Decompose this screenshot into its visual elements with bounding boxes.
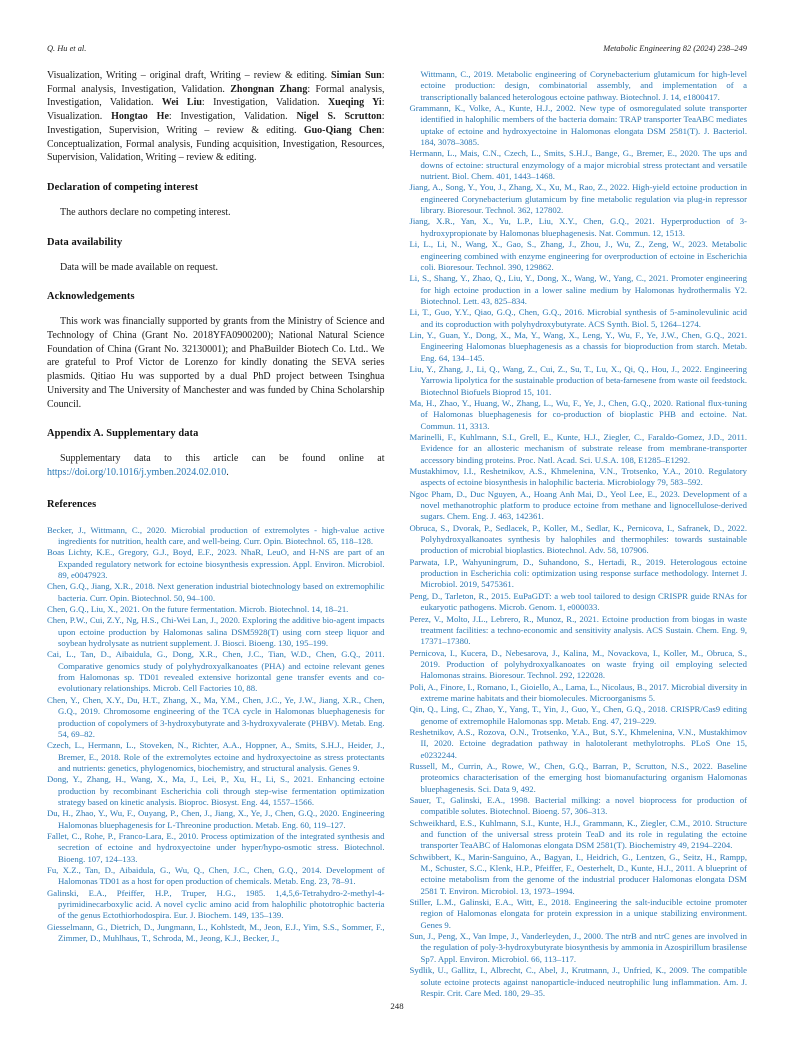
reference-entry[interactable]: Chen, P.W., Cui, Z.Y., Ng, H.S., Chi-Wei Lan, J., 2020. Exploring the additive bio-agent impacts upon ectoine production by Halomonas salina DSM5928(T) using corn steep liquor and soybean hydrolysate as nutrient supplement. J. Biosci. Bioeng. 130, 195–199. <box>47 615 385 649</box>
reference-entry[interactable]: Du, H., Zhao, Y., Wu, F., Ouyang, P., Chen, J., Jiang, X., Ye, J., Chen, G.Q., 2020. Engineering Halomonas bluephagenesis for L-Threonine production. Metab. Eng. 60, 119–127. <box>47 808 385 830</box>
running-head-authors: Q. Hu et al. <box>47 44 87 53</box>
acknowledgements-paragraph: This work was financially supported by grants from the Ministry of Science and Technology of China (Grant No. 2018YFA0900200); National Natural Science Foundation of China (Grant No. 32130001); and PhaBuilder Biotech Co. Ltd.. We are grateful to Prof Victor de Lorenzo for kindly donating the SEVA series plasmids. Qitiao Hu was supported by a dual PhD project between Tsinghua University and The University of Manchester and was funded by China Scholarship Council. <box>47 316 385 410</box>
doi-link[interactable]: https://doi.org/10.1016/j.ymben.2024.02.010 <box>47 466 227 478</box>
reference-entry-continuation[interactable]: Wittmann, C., 2019. Metabolic engineering of Corynebacterium glutamicum for high-level ectoine production: design, combinatorial assembly, and implementation of a transcriptionally balanced heterologous ectoine pathway. Biotechnol. J. 14, e1800417. <box>420 69 747 102</box>
reference-entry[interactable]: Li, T., Guo, Y.Y., Qiao, G.Q., Chen, G.Q., 2016. Microbial synthesis of 5-aminolevulinic acid and its coproduction with polyhydroxybutyrate. ACS Synth. Biol. 5, 1264–1274. <box>409 307 747 329</box>
data-availability-paragraph: Data will be made available on request. <box>60 261 218 273</box>
reference-entry[interactable]: Mustakhimov, I.I., Reshetnikov, A.S., Khmelenina, V.N., Trotsenko, Y.A., 2010. Regulatory aspects of ectoine biosynthesis in halophilic bacteria. Microbiology 79, 583–592. <box>409 466 747 488</box>
reference-entry[interactable]: Russell, M., Currin, A., Rowe, W., Chen, G.Q., Barran, P., Scrutton, N.S., 2022. Baseline proteomics characterisation of the emerging host biomanufacturing organism Halomonas bluephagenesis. Sci. Data 9, 492. <box>409 760 747 794</box>
reference-entry[interactable]: Fallet, C., Rohe, P., Franco-Lara, E., 2010. Process optimization of the integrated synthesis and secretion of ectoine and hydroxyectoine under hyper/hypo-osmotic stress. Biotechnol. Bioeng. 107, 124–133. <box>47 830 385 864</box>
reference-entry[interactable]: Cai, L., Tan, D., Aibaidula, G., Dong, X.R., Chen, J.C., Tian, W.D., Chen, G.Q., 2011. Comparative genomics study of polyhydroxyalkanoates (PHA) and ectoine relevant genes from Halomonas sp. TD01 revealed extensive horizontal gene transfer events and co-evolutionary relationships. Microb. Cell Factories 10, 88. <box>47 649 385 694</box>
reference-entry[interactable]: Chen, G.Q., Jiang, X.R., 2018. Next generation industrial biotechnology based on extremophilic bacteria. Curr. Opin. Biotechnol. 50, 94–100. <box>47 581 385 603</box>
reference-entry[interactable]: Poli, A., Finore, I., Romano, I., Gioiello, A., Lama, L., Nicolaus, B., 2017. Microbial diversity in extreme marine habitats and their biomolecules. Microorganisms 5. <box>409 681 747 703</box>
reference-entry[interactable]: Schweikhard, E.S., Kuhlmann, S.I., Kunte, H.J., Grammann, K., Ziegler, C.M., 2010. Structure and function of the universal stress protein TeaD and its role in regulating the ectoine transporter TeaABC of Halomonas elongata DSM 2581(T). Biochemistry 49, 2194–2204. <box>409 817 747 851</box>
reference-entry[interactable]: Dong, Y., Zhang, H., Wang, X., Ma, J., Lei, P., Xu, H., Li, S., 2021. Enhancing ectoine production by recombinant Escherichia coli through step-wise fermentation optimization strategy based on kinetic analysis. Bioproc. Biosyst. Eng. 44, 1557–1566. <box>47 774 385 807</box>
reference-entry[interactable]: Sauer, T., Galinski, E.A., 1998. Bacterial milking: a novel bioprocess for production of compatible solutes. Biotechnol. Bioeng. 57, 306–313. <box>409 795 747 817</box>
two-column-layout <box>47 69 747 999</box>
reference-entry[interactable]: Giesselmann, G., Dietrich, D., Jungmann, L., Kohlstedt, M., Jeon, E.J., Yim, S.S., Sommer, F., Zimmer, D., Muhlhaus, T., Schroda, M., Jeong, K.J., Becker, J., <box>47 921 385 944</box>
right-column <box>410 69 748 999</box>
reference-entry[interactable]: Chen, G.Q., Liu, X., 2021. On the future fermentation. Microb. Biotechnol. 14, 18–21. <box>47 604 349 615</box>
section-heading-references: References <box>47 498 97 510</box>
reference-entry[interactable]: Pernicova, I., Kucera, D., Nebesarova, J., Kalina, M., Novackova, I., Koller, M., Obruca, S., 2019. Production of polyhydroxyalkanoates on waste frying oil employing selected Halomonas strains. Bioresour. Technol. 292, 122028. <box>409 647 747 681</box>
left-column <box>47 69 385 999</box>
reference-entry[interactable]: Perez, V., Molto, J.L., Lebrero, R., Munoz, R., 2021. Ectoine production from biogas in waste treatment facilities: a techno-economic and sensitivity analysis. ACS Sustain. Chem. Eng. 9, 17371–17380. <box>409 613 747 647</box>
reference-entry[interactable]: Schwibbert, K., Marin-Sanguino, A., Bagyan, I., Heidrich, G., Lentzen, G., Seitz, H., Rampp, M., Schuster, S.C., Klenk, H.P., Pfeiffer, F., Oesterhelt, D., Kunte, H.J., 2011. A blueprint of ectoine metabolism from the genome of the industrial producer Halomonas elongata DSM 2581 T. Environ. Microbiol. 13, 1973–1994. <box>409 851 747 896</box>
credit-statement-paragraph: Visualization, Writing – original draft, Writing – review & editing. Simian Sun: Formal analysis, Investigation, Validation. Zhongnan Zhang: Formal analysis, Investigation, Validation. Wei Liu: Investigation, Validation. Xueqing Yi: Visualization. Hongtao He: Investigation, Validation. Nigel S. Scrutton: Investigation, Supervision, Writing – review & editing. Guo-Qiang Chen: Conceptualization, Formal analysis, Funding acquisition, Investigation, Resources, Supervision, Validation, Writing – review & editing. <box>47 70 385 164</box>
section-heading-appendix: Appendix A. Supplementary data <box>47 428 199 440</box>
reference-entry[interactable]: Liu, Y., Zhang, J., Li, Q., Wang, Z., Cui, Z., Su, T., Lu, X., Qi, Q., Hou, J., 2022. Engineering Yarrowia lipolytica for the sustainable production of beta-farnesene from waste oil feedstock. Biotechnol Biofuels Bioprod 15, 101. <box>409 363 747 397</box>
reference-entry[interactable]: Qin, Q., Ling, C., Zhao, Y., Yang, T., Yin, J., Guo, Y., Chen, G.Q., 2018. CRISPR/Cas9 editing genome of extremophile Halomonas spp. Metab. Eng. 47, 219–229. <box>409 704 747 726</box>
reference-entry[interactable]: Becker, J., Wittmann, C., 2020. Microbial production of extremolytes - high-value active ingredients for nutrition, health care, and well-being. Curr. Opin. Biotechnol. 65, 118–128. <box>47 524 385 546</box>
reference-entry[interactable]: Boas Lichty, K.E., Gregory, G.J., Boyd, E.F., 2023. NhaR, LeuO, and H-NS are part of an Expanded regulatory network for ectoine biosynthesis expression. Appl. Environ. Microbiol. 89, e0047923. <box>47 547 385 581</box>
declaration-paragraph: The authors declare no competing interest. <box>60 206 231 218</box>
reference-list-right <box>410 103 748 999</box>
reference-entry[interactable]: Sun, J., Peng, X., Van Impe, J., Vanderleyden, J., 2000. The ntrB and ntrC genes are involved in the regulation of poly-3-hydroxybutyrate biosynthesis by ammonia in Azospirillum brasilense Sp7. Appl. Environ. Microbiol. 66, 113–117. <box>409 931 747 964</box>
reference-entry[interactable]: Chen, Y., Chen, X.Y., Du, H.T., Zhang, X., Ma, Y.M., Chen, J.C., Ye, J.W., Jiang, X.R., Chen, G.Q., 2019. Chromosome engineering of the TCA cycle in Halomonas bluephagenesis for production of copolymers of 3-hydroxybutyrate and 3-hydroxyvalerate (PHBV). Metab. Eng. 54, 69–82. <box>47 694 385 739</box>
reference-entry[interactable]: Parwata, I.P., Wahyuningrum, D., Suhandono, S., Hertadi, R., 2019. Heterologous ectoine production in Escherichia coli: optimization using response surface methodology. Internet J. Microbiol. 2019, 5475361. <box>409 556 747 590</box>
appendix-paragraph: Supplementary data to this article can be found online at https://doi.org/10.1016/j.ymben.2024.02.010. <box>47 453 385 478</box>
reference-entry[interactable]: Jiang, X.R., Yan, X., Yu, L.P., Liu, X.Y., Chen, G.Q., 2021. Hyperproduction of 3-hydroxypropionate by Halomonas bluephagenesis. Nat. Commun. 12, 1513. <box>409 216 747 238</box>
section-heading-data-availability: Data availability <box>47 236 123 248</box>
reference-list-left <box>47 525 385 945</box>
reference-entry[interactable]: Obruca, S., Dvorak, P., Sedlacek, P., Koller, M., Sedlar, K., Pernicova, I., Safranek, D., 2022. Polyhydroxyalkanoates synthesis by halophiles and thermophiles: towards sustainable production of microbial bioplastics. Biotechnol. Adv. 58, 107906. <box>409 522 747 556</box>
page-number: 248 <box>390 1001 404 1011</box>
reference-entry[interactable]: Marinelli, F., Kuhlmann, S.I., Grell, E., Kunte, H.J., Ziegler, C., Faraldo-Gomez, J.D., 2011. Evidence for an allosteric mechanism of substrate release from membrane-transporter accessory binding proteins. Proc. Natl. Acad. Sci. U.S.A. 108, E1285–E1292. <box>409 432 747 465</box>
running-head <box>47 44 747 53</box>
reference-entry[interactable]: Peng, D., Tarleton, R., 2015. EuPaGDT: a web tool tailored to design CRISPR guide RNAs for eukaryotic pathogens. Microb. Genom. 1, e000033. <box>409 590 747 613</box>
section-heading-declaration: Declaration of competing interest <box>47 181 199 193</box>
reference-entry[interactable]: Lin, Y., Guan, Y., Dong, X., Ma, Y., Wang, X., Leng, Y., Wu, F., Ye, J.W., Chen, G.Q., 2021. Engineering Halomonas bluephagenesis as a chassis for bioproduction from starch. Metab. Eng. 64, 134–145. <box>409 329 747 363</box>
reference-entry[interactable]: Stiller, L.M., Galinski, E.A., Witt, E., 2018. Engineering the salt-inducible ectoine promoter region of Halomonas elongata for protein expression in a unique stabilizing environment. Genes 9. <box>409 897 747 930</box>
reference-entry[interactable]: Li, S., Shang, Y., Zhao, Q., Liu, Y., Dong, X., Wang, W., Yang, C., 2021. Promoter engineering for high ectoine production in a lower saline medium by Halomonas hydrothermalis Y2. Biotechnol. Lett. 43, 825–834. <box>409 273 747 306</box>
reference-entry[interactable]: Czech, L., Hermann, L., Stoveken, N., Richter, A.A., Hoppner, A., Smits, S.H.J., Heider, J., Bremer, E., 2018. Role of the extremolytes ectoine and hydroxyectoine as stress protectants and nutrients: genetics, phylogenomics, biochemistry, and structural analysis. Genes 9. <box>47 740 385 773</box>
reference-entry[interactable]: Jiang, A., Song, Y., You, J., Zhang, X., Xu, M., Rao, Z., 2022. High-yield ectoine production in engineered Corynebacterium glutamicum by fine metabolic regulation via plug-in repressor library. Bioresour. Technol. 362, 127802. <box>409 182 747 216</box>
reference-entry[interactable]: Sydlik, U., Gallitz, I., Albrecht, C., Abel, J., Krutmann, J., Unfried, K., 2009. The compatible solute ectoine protects against nanoparticle-induced neutrophilic lung inflammation. Am. J. Respir. Crit. Care Med. 180, 29–35. <box>409 965 747 998</box>
running-head-journal: Metabolic Engineering 82 (2024) 238–249 <box>603 44 747 53</box>
reference-entry[interactable]: Reshetnikov, A.S., Rozova, O.N., Trotsenko, Y.A., But, S.Y., Khmelenina, V.N., Mustakhimov II, 2020. Ectoine degradation pathway in halotolerant methylotrophs. PLoS One 15, e0232244. <box>409 726 747 760</box>
section-heading-acknowledgements: Acknowledgements <box>47 291 135 303</box>
reference-entry[interactable]: Li, L., Li, N., Wang, X., Gao, S., Zhang, J., Zhou, J., Wu, Z., Zeng, W., 2023. Metabolic engineering combined with enzyme engineering for overproduction of ectoine in Escherichia coli. Bioresour. Technol. 390, 129862. <box>409 239 747 272</box>
reference-entry[interactable]: Hermann, L., Mais, C.N., Czech, L., Smits, S.H.J., Bange, G., Bremer, E., 2020. The ups and downs of ectoine: structural enzymology of a major microbial stress protectant and versatile nutrient. Biol. Chem. 401, 1443–1468. <box>409 148 747 182</box>
reference-entry[interactable]: Grammann, K., Volke, A., Kunte, H.J., 2002. New type of osmoregulated solute transporter identified in halophilic members of the bacteria domain: TRAP transporter TeaABC mediates uptake of ectoine and hydroxyectoine in Halomonas elongata DSM 2581(T). J. Bacteriol. 184, 3078–3085. <box>409 103 747 148</box>
reference-entry[interactable]: Ngoc Pham, D., Duc Nguyen, A., Hoang Anh Mai, D., Yeol Lee, E., 2023. Development of a novel methanotrophic platform to produce ectoine from methane and lignocellulose-derived sugars. Chem. Eng. J. 463, 142361. <box>409 488 747 522</box>
reference-entry[interactable]: Fu, X.Z., Tan, D., Aibaidula, G., Wu, Q., Chen, J.C., Chen, G.Q., 2014. Development of Halomonas TD01 as a host for open production of chemicals. Metab. Eng. 23, 78–91. <box>47 864 385 887</box>
reference-entry[interactable]: Ma, H., Zhao, Y., Huang, W., Zhang, L., Wu, F., Ye, J., Chen, G.Q., 2020. Rational flux-tuning of Halomonas bluephagenesis for co-production of bioplastic PHB and ectoine. Nat. Commun. 11, 3313. <box>409 397 747 431</box>
reference-entry[interactable]: Galinski, E.A., Pfeiffer, H.P., Truper, H.G., 1985. 1,4,5,6-Tetrahydro-2-methyl-4-pyrimidinecarboxylic acid. A novel cyclic amino acid from halophilic phototrophic bacteria of the genus Ectothiorhodospira. Eur. J. Biochem. 149, 135–139. <box>47 887 385 921</box>
